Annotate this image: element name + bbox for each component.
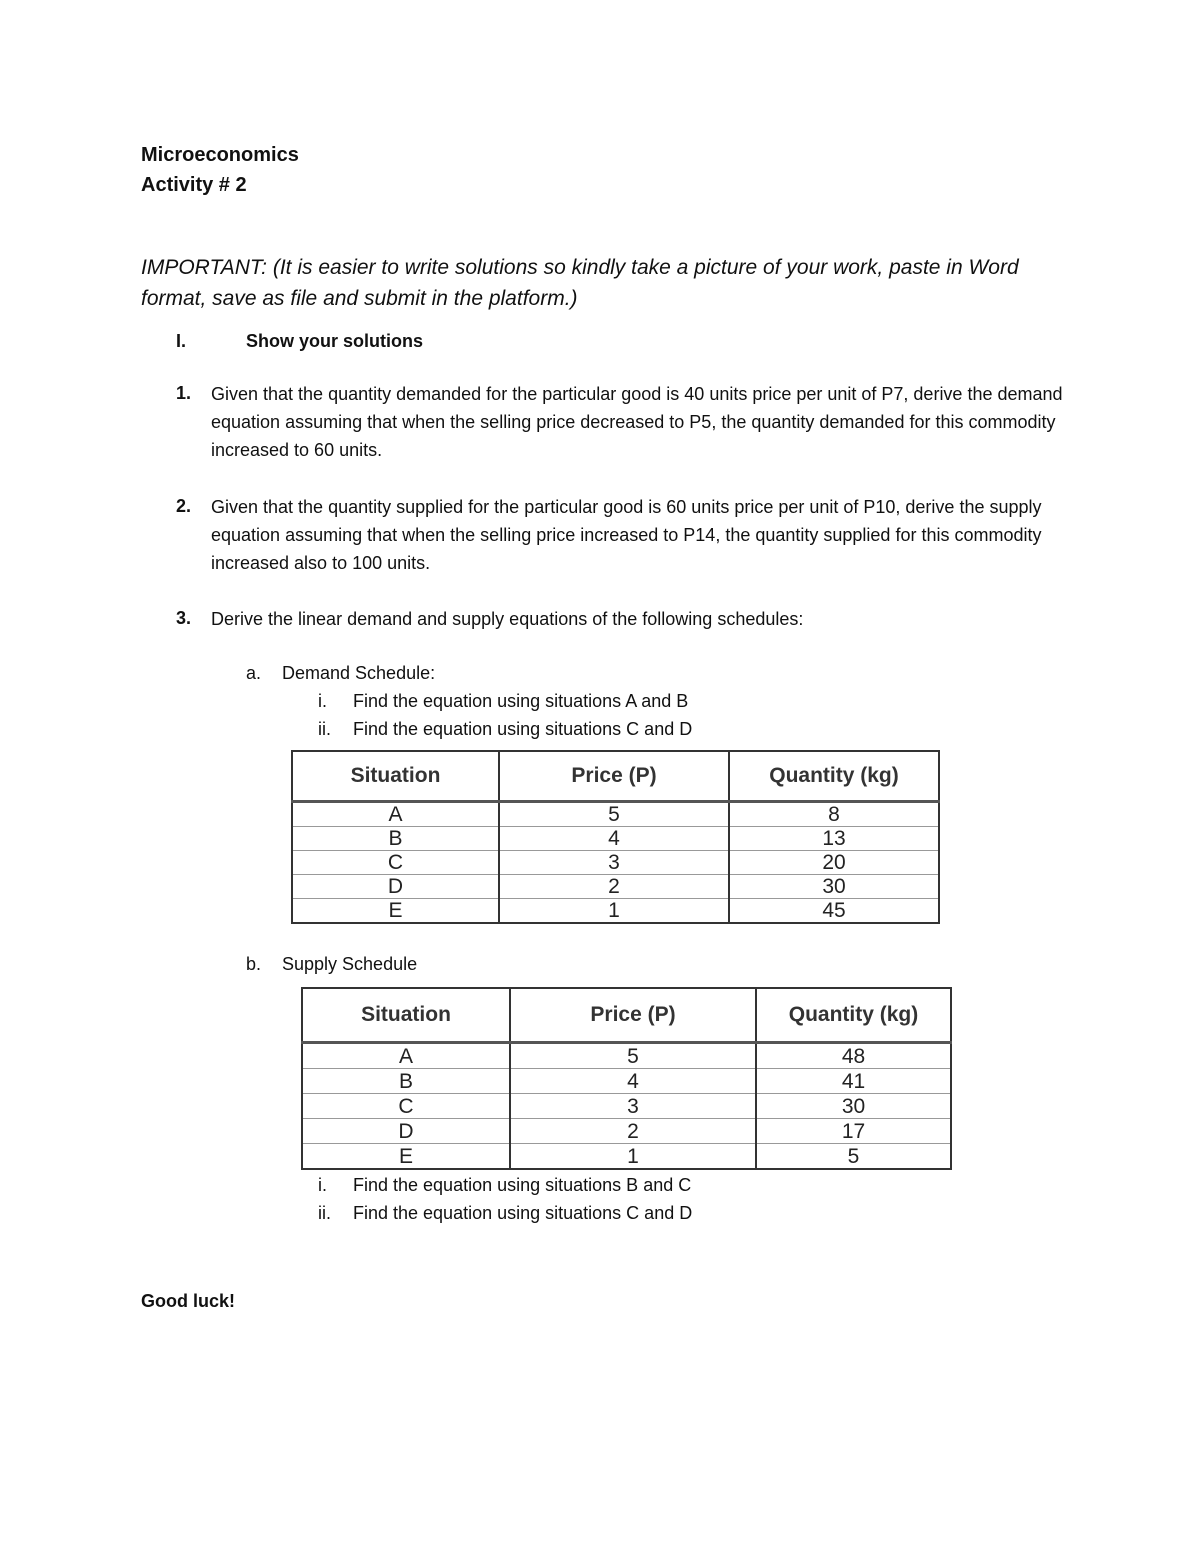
column-header-price: Price (P) — [499, 751, 729, 802]
cell-price: 2 — [510, 1119, 756, 1144]
cell-situation: E — [292, 899, 499, 924]
supply-schedule-table — [301, 987, 952, 1170]
cell-situation: C — [302, 1094, 510, 1119]
demand-task-1-text: Find the equation using situations A and B — [353, 691, 689, 711]
cell-price: 2 — [499, 875, 729, 899]
cell-quantity: 20 — [729, 851, 939, 875]
cell-quantity: 30 — [756, 1094, 951, 1119]
column-header-price: Price (P) — [510, 988, 756, 1043]
demand-label: Demand Schedule: — [282, 663, 436, 683]
supply-task-1-number: i. — [318, 1175, 327, 1195]
question-3-text: Derive the linear demand and supply equations of the following schedules: — [211, 609, 804, 629]
cell-quantity: 17 — [756, 1119, 951, 1144]
cell-situation: C — [292, 851, 499, 875]
table-row — [292, 851, 939, 875]
cell-price: 1 — [499, 899, 729, 924]
supply-label: Supply Schedule — [282, 954, 418, 974]
cell-quantity: 41 — [756, 1069, 951, 1094]
cell-price: 4 — [499, 827, 729, 851]
cell-quantity: 13 — [729, 827, 939, 851]
demand-letter: a. — [246, 663, 262, 683]
cell-price: 1 — [510, 1144, 756, 1170]
question-3-number: 3. — [176, 608, 192, 628]
cell-situation: B — [292, 827, 499, 851]
table-row — [292, 827, 939, 851]
cell-price: 5 — [510, 1043, 756, 1069]
column-header-quantity: Quantity (kg) — [756, 988, 951, 1043]
cell-quantity: 8 — [729, 802, 939, 827]
cell-price: 4 — [510, 1069, 756, 1094]
section-title: Show your solutions — [246, 331, 424, 351]
column-header-situation: Situation — [302, 988, 510, 1043]
cell-price: 5 — [499, 802, 729, 827]
demand-schedule-table — [291, 750, 940, 924]
cell-quantity: 5 — [847, 1144, 860, 1168]
table-row — [292, 899, 939, 924]
question-1-text: Given that the quantity demanded for the particular good is 40 units price per unit of P7, derive the demand equation assuming that when the selling price decreased to P5, the quantity demanded for this commodity increased to 60 units. — [211, 384, 1063, 460]
question-1-number: 1. — [176, 383, 192, 403]
demand-task-2-text: Find the equation using situations C and D — [353, 719, 693, 739]
table-row — [302, 1069, 951, 1094]
supply-letter: b. — [246, 954, 262, 974]
section-number: I. — [176, 331, 187, 351]
supply-task-1-text: Find the equation using situations B and C — [353, 1175, 692, 1195]
cell-situation: A — [302, 1043, 510, 1069]
question-2-text: Given that the quantity supplied for the particular good is 60 units price per unit of P10, derive the supply equation assuming that when the selling price increased to P14, the quantity supplied for this commodity increased also to 100 units. — [211, 497, 1042, 573]
document-title: Microeconomics — [141, 144, 299, 166]
supply-task-2-number: ii. — [318, 1203, 331, 1223]
demand-task-2-number: ii. — [318, 719, 331, 739]
cell-situation: D — [292, 875, 499, 899]
cell-situation: A — [292, 802, 499, 827]
activity-number: Activity # 2 — [141, 174, 247, 196]
cell-quantity: 30 — [729, 875, 939, 899]
cell-situation: D — [302, 1119, 510, 1144]
supply-task-2-text: Find the equation using situations C and D — [353, 1203, 693, 1223]
table-header-row — [302, 988, 951, 1043]
cell-price: 3 — [499, 851, 729, 875]
table-row — [292, 802, 939, 827]
important-note: IMPORTANT: (It is easier to write solutions so kindly take a picture of your work, paste in Word format, save as file and submit in the platform.) — [141, 256, 1019, 310]
column-header-situation: Situation — [292, 751, 499, 802]
column-header-quantity: Quantity (kg) — [729, 751, 939, 802]
table-row — [302, 1094, 951, 1119]
table-row — [302, 1144, 951, 1170]
cell-situation: E — [302, 1144, 510, 1170]
demand-task-1-number: i. — [318, 691, 327, 711]
closing-message: Good luck! — [141, 1291, 235, 1311]
table-row — [302, 1043, 951, 1069]
table-header-row — [292, 751, 939, 802]
cell-quantity: 45 — [822, 899, 846, 922]
cell-quantity: 48 — [756, 1043, 951, 1069]
table-row — [302, 1119, 951, 1144]
cell-price: 3 — [510, 1094, 756, 1119]
cell-situation: B — [302, 1069, 510, 1094]
question-2-number: 2. — [176, 496, 192, 516]
table-row — [292, 875, 939, 899]
